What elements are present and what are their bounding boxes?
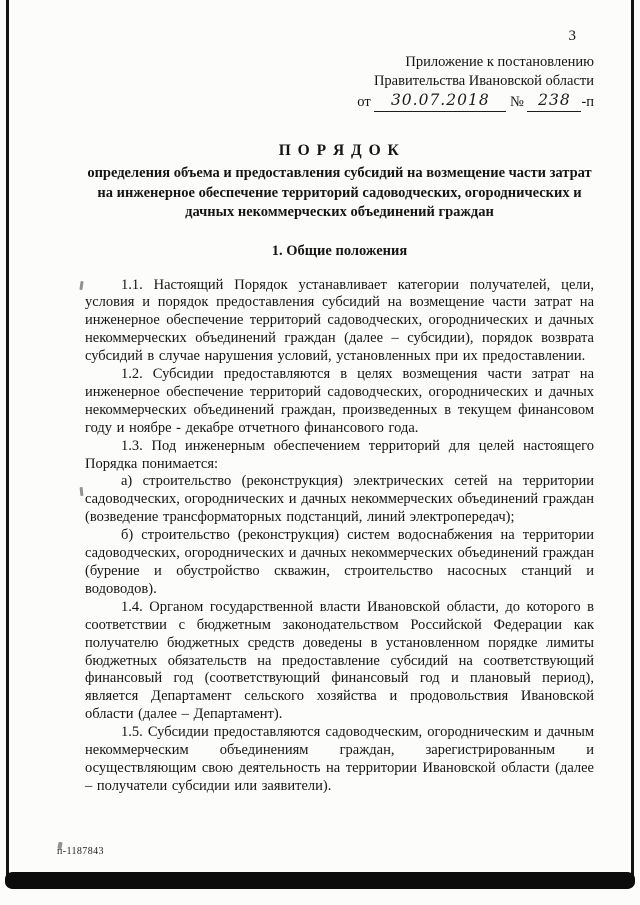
section-heading: 1. Общие положения: [271, 242, 408, 259]
number-underline: [527, 91, 581, 112]
paragraph-1-5: 1.5. Субсидии предоставляются садоводческим, огородническим и дачным некоммерческим объединениям граждан, зарегистрированным и осуществляющим свою деятельность на территории Ивановской области (далее – получатели субсидии или заявители).: [85, 724, 594, 794]
document-subtitle: определения объема и предоставления субсидий на возмещение части затрат на инженерное обеспечение территорий садоводческих, огороднических и дачных некоммерческих объединений граждан: [87, 165, 592, 220]
document-title: П О Р Я Д О К: [278, 142, 401, 159]
date-prefix-label: от: [357, 94, 371, 110]
scan-artifact-mark: [80, 487, 84, 496]
number-suffix-label: -п: [581, 94, 594, 110]
header-line-2: Правительства Ивановской области: [373, 73, 594, 89]
paragraph-1-2: 1.2. Субсидии предоставляются в целях возмещения части затрат на инженерное обеспечение территорий садоводческих, огороднических и дачных некоммерческих объединений граждан, произведенных в текущем финансовом году и ноябре - декабре отчетного финансового года.: [85, 366, 594, 436]
appendix-header: [85, 53, 594, 112]
paragraph-1-1: 1.1. Настоящий Порядок устанавливает категории получателей, цели, условия и порядок предоставления субсидий на возмещение части затрат на инженерное обеспечение территорий садоводческих, огороднических и дачных некоммерческих объединений граждан (далее – субсидии), порядок возврата субсидий в случае нарушения условий, установленных при их предоставлении.: [85, 276, 594, 365]
number-sign-label: №: [509, 94, 524, 110]
page-number: 3: [568, 28, 576, 44]
scan-artifact-mark: [79, 281, 83, 290]
header-date-line: [85, 91, 594, 112]
document-body: [85, 277, 594, 796]
date-underline: [374, 91, 506, 112]
handwritten-number: 238: [538, 91, 571, 109]
paragraph-1-4: 1.4. Органом государственной власти Ивановской области, до которого в соответствии с бюджетным законодательством Российской Федерации как получателю бюджетных средств доведены в установленном порядке лимиты бюджетных обязательств на предоставление субсидий на соответствующий финансовый год (соответствующий финансовый год и плановый период), является Департамент сельского хозяйства и продовольствия Ивановской области (далее – Департамент).: [85, 598, 594, 723]
footer-code: п-1187843: [57, 846, 104, 857]
scan-artifact-bottom-bar: [5, 872, 635, 889]
header-line-1: Приложение к постановлению: [405, 54, 594, 70]
paragraph-1-3-b: б) строительство (реконструкция) систем водоснабжения на территории садоводческих, огороднических и дачных некоммерческих объединений граждан (бурение и обустройство скважин, строительство насосных станций и водоводов).: [85, 527, 594, 597]
handwritten-date: 30.07.2018: [390, 91, 490, 109]
scan-artifact-left-edge: [6, 0, 9, 878]
paragraph-1-3-a: а) строительство (реконструкция) электрических сетей на территории садоводческих, огороднических и дачных некоммерческих объединений граждан (возведение трансформаторных подстанций, линий электропередач);: [85, 473, 594, 526]
scan-artifact-right-edge: [631, 0, 634, 878]
paragraph-1-3: 1.3. Под инженерным обеспечением территорий для целей настоящего Порядка понимается:: [85, 437, 594, 472]
